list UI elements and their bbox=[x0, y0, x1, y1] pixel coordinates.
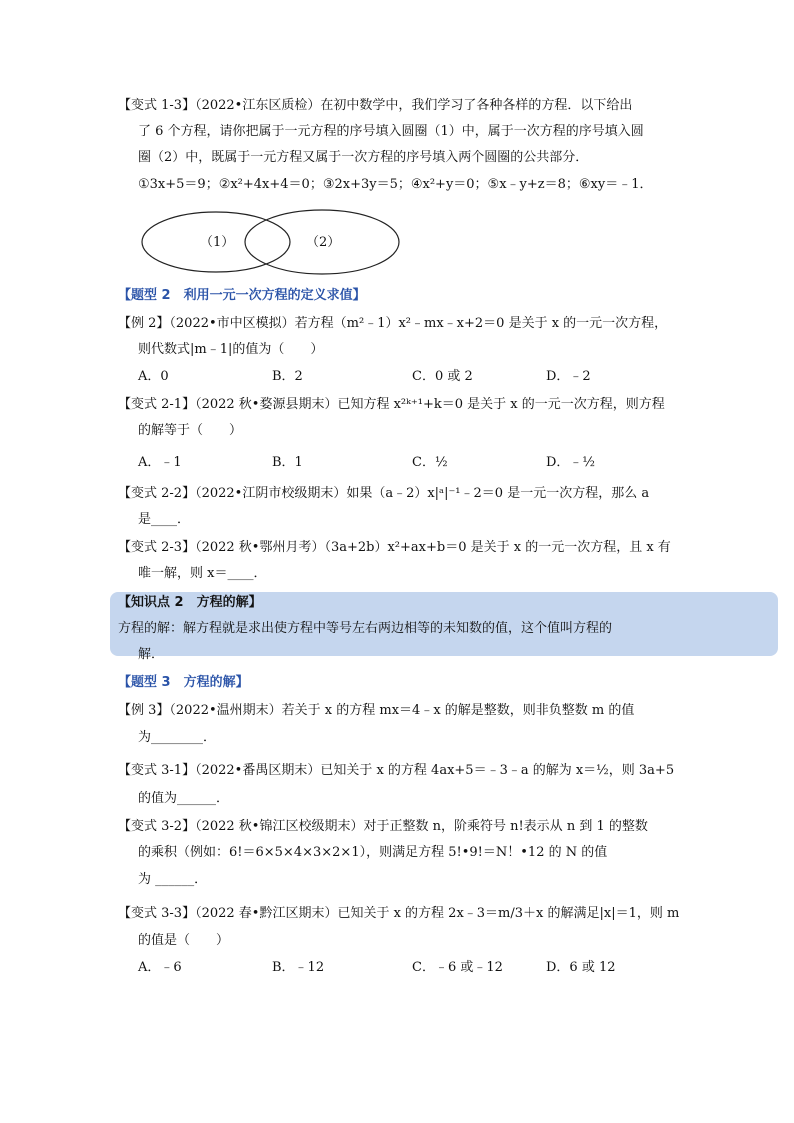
venn-label-1: （1） bbox=[200, 235, 235, 250]
v21-line2: 的解等于（ ） bbox=[138, 423, 243, 438]
v13-line3: 圈（2）中，既属于一元方程又属于一次方程的序号填入两个圆圈的公共部分． bbox=[138, 150, 589, 165]
ex2-line2: 则代数式|m﹣1|的值为（ ） bbox=[138, 342, 324, 357]
v33-option-c: C．﹣6 或﹣12 bbox=[412, 960, 503, 975]
v13-equations: ①3x+5＝9；②x²+4x+4＝0；③2x+3y＝5；④x²+y＝0；⑤x﹣y+z＝8；⑥xy＝﹣1． bbox=[138, 177, 653, 192]
ex2-line1: 【例 2】（2022•市中区模拟）若方程（m²﹣1）x²﹣mx﹣x+2＝0 是关于 x 的一元一次方程， bbox=[118, 316, 668, 331]
section-title-3: 【题型 3 方程的解】 bbox=[118, 675, 249, 690]
v33-option-b: B．﹣12 bbox=[272, 960, 325, 975]
v33-option-a: A．﹣6 bbox=[138, 960, 182, 975]
knowledge-line2: 解． bbox=[138, 647, 165, 662]
v13-line1: 【变式 1-3】（2022•江东区质检）在初中数学中，我们学习了各种各样的方程．以下给出 bbox=[118, 98, 633, 113]
ex2-option-d: D．﹣2 bbox=[546, 369, 591, 384]
knowledge-line1: 方程的解：解方程就是求出使方程中等号左右两边相等的未知数的值，这个值叫方程的 bbox=[118, 621, 613, 636]
ex3-line1: 【例 3】（2022•温州期末）若关于 x 的方程 mx＝4﹣x 的解是整数，则非负整数 m 的值 bbox=[118, 703, 635, 718]
v32-line1: 【变式 3-2】（2022 秋•锦江区校级期末）对于正整数 n，阶乘符号 n!表示从 n 到 1 的整数 bbox=[118, 819, 648, 834]
v33-option-d: D．6 或 12 bbox=[546, 960, 616, 975]
v22-line1: 【变式 2-2】（2022•江阴市校级期末）如果（a﹣2）x|ᵃ|⁻¹﹣2＝0 是一元一次方程，那么 a bbox=[118, 486, 650, 501]
v21-option-c: C．½ bbox=[412, 455, 448, 470]
ex2-option-c: C．0 或 2 bbox=[412, 369, 473, 384]
v33-line2: 的值是（ ） bbox=[138, 933, 230, 948]
v32-line3: 为 ______． bbox=[138, 872, 208, 887]
knowledge-title: 【知识点 2 方程的解】 bbox=[118, 595, 262, 610]
section-title-2: 【题型 2 利用一元一次方程的定义求值】 bbox=[118, 288, 366, 303]
v32-line2: 的乘积（例如：6!＝6×5×4×3×2×1），则满足方程 5!•9!＝N！•12 的 N 的值 bbox=[138, 845, 608, 860]
v21-option-a: A．﹣1 bbox=[138, 455, 182, 470]
v21-line1: 【变式 2-1】（2022 秋•婺源县期末）已知方程 x²ᵏ⁺¹+k＝0 是关于 x 的一元一次方程，则方程 bbox=[118, 397, 665, 412]
v21-option-b: B．1 bbox=[272, 455, 303, 470]
v13-line2: 了 6 个方程，请你把属于一元方程的序号填入圆圈（1）中，属于一次方程的序号填入圆 bbox=[138, 124, 644, 139]
v31-line1: 【变式 3-1】（2022•番禺区期末）已知关于 x 的方程 4ax+5＝﹣3﹣a 的解为 x＝½，则 3a+5 bbox=[118, 763, 675, 778]
v23-line2: 唯一解，则 x＝____． bbox=[138, 566, 267, 581]
v23-line1: 【变式 2-3】（2022 秋•鄂州月考）（3a+2b）x²+ax+b＝0 是关于 x 的一元一次方程，且 x 有 bbox=[118, 540, 671, 555]
ex2-option-a: A．0 bbox=[138, 369, 169, 384]
v22-line2: 是____． bbox=[138, 512, 191, 527]
ex3-line2: 为________． bbox=[138, 730, 217, 745]
ex2-option-b: B．2 bbox=[272, 369, 303, 384]
v21-option-d: D．﹣½ bbox=[546, 455, 596, 470]
v33-line1: 【变式 3-3】（2022 春•黔江区期末）已知关于 x 的方程 2x﹣3＝m/3＋x 的解满足|x|＝1，则 m bbox=[118, 906, 680, 921]
v31-line2: 的值为______． bbox=[138, 791, 230, 806]
venn-label-2: （2） bbox=[306, 235, 341, 250]
